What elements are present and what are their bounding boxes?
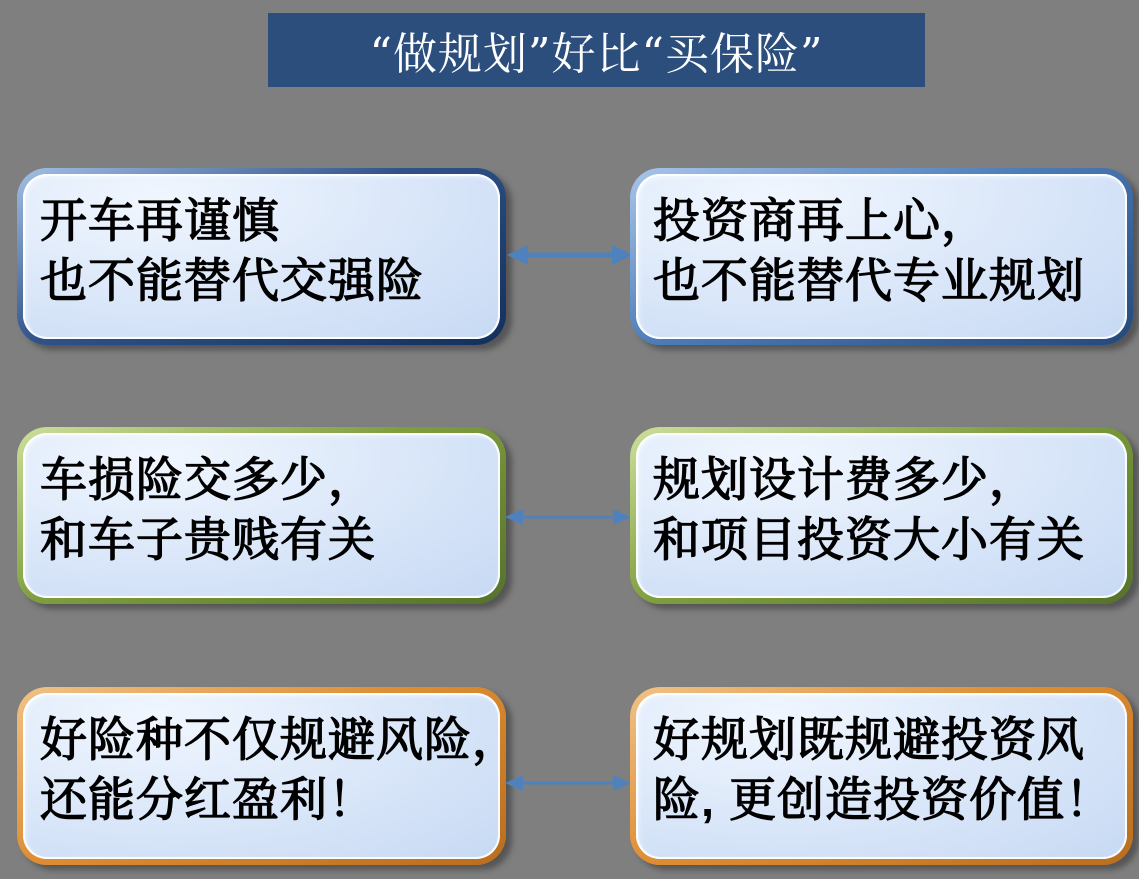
box-row3-right (630, 687, 1133, 865)
box-text-line: 也不能替代专业规划 (653, 253, 1085, 307)
box-row1-left (17, 168, 506, 345)
box-text-line: 和车子贵贱有关 (40, 512, 376, 566)
left-right-arrow-icon (505, 235, 635, 275)
slide-title: “做规划”好比“买保险” (268, 13, 925, 87)
box-row3-left-body (23, 693, 520, 859)
box-text-line: 开车再谨慎 (40, 193, 280, 247)
box-text-line: 险, 更创造投资价值！ (653, 773, 1114, 826)
left-right-arrow-icon (503, 497, 633, 537)
box-row1-right-body (636, 174, 1127, 339)
box-row3-left (17, 687, 520, 865)
box-row2-right (630, 427, 1133, 604)
box-row1-right (630, 168, 1133, 345)
box-text-line: 好规划既规避投资风 (653, 713, 1085, 767)
box-row2-right-body (636, 433, 1127, 598)
box-text-line: 和项目投资大小有关 (653, 512, 1085, 566)
left-right-arrow-icon (503, 763, 633, 803)
box-row3-right-body (636, 693, 1127, 859)
box-row2-left (17, 427, 506, 604)
box-text-line: 还能分红盈利！ (40, 773, 376, 826)
box-text-line: 好险种不仅规避风险， (40, 713, 520, 767)
box-text-line: 也不能替代交强险 (40, 253, 424, 307)
box-row1-left-body (23, 174, 500, 339)
box-row2-left-body (23, 433, 500, 598)
box-text-line: 车损险交多少， (40, 452, 376, 506)
box-text-line: 投资商再上心， (653, 193, 989, 247)
box-text-line: 规划设计费多少， (653, 452, 1037, 506)
